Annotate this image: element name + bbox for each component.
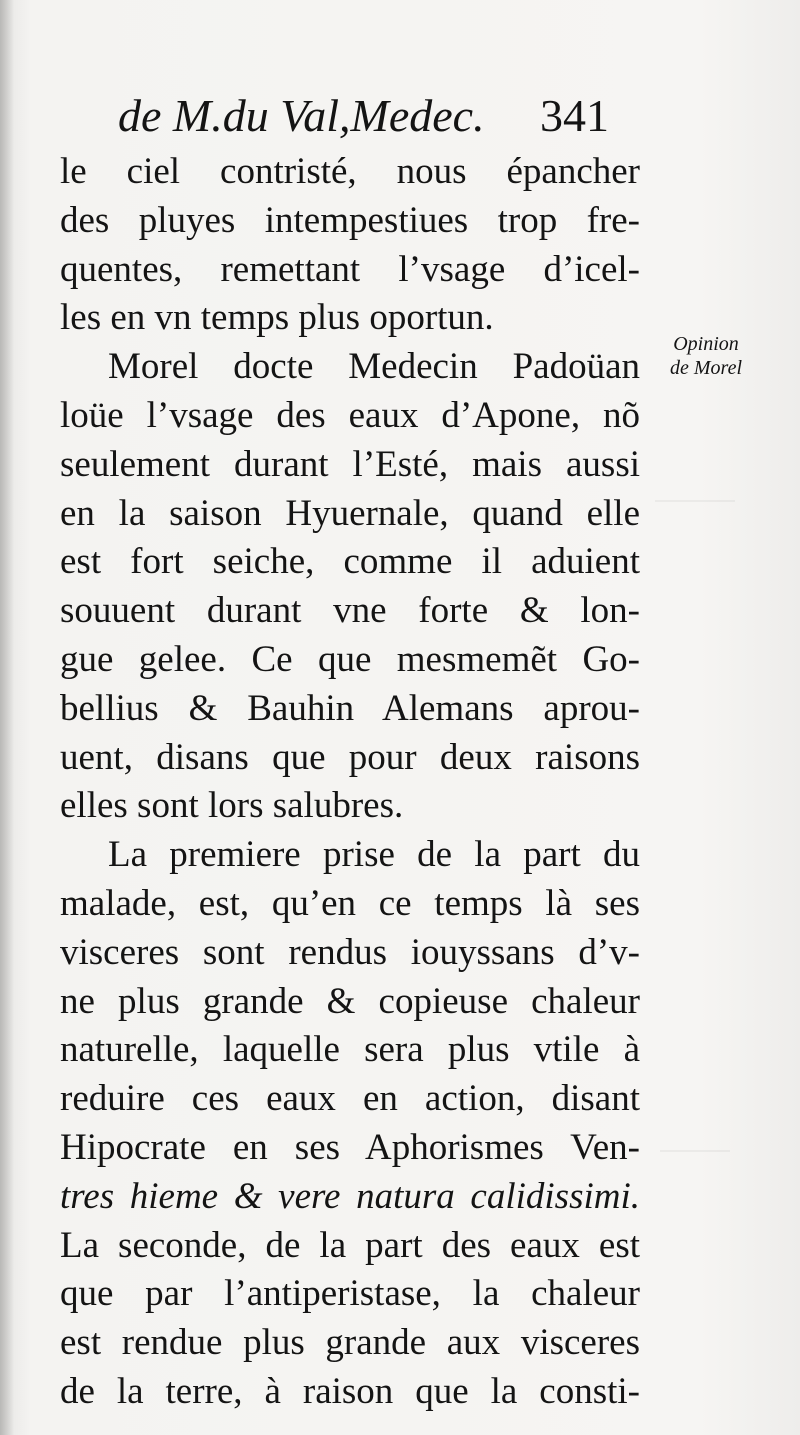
text-line: ne plus grande & copieuse chaleur [60,980,640,1022]
margin-note-line: de Morel [669,357,742,379]
text-line: en la saison Hyuernale, quand elle [60,492,640,534]
text-line: visceres sont rendus iouyssans d’v- [60,931,640,973]
text-line: que par l’antiperistase, la chaleur [60,1273,640,1315]
text-line: reduire ces eaux en action, disant [60,1078,640,1120]
show-through-smudge [660,1150,730,1232]
text-line-italic: tres hieme & vere natura calidissimi. [60,1175,640,1217]
text-line: est fort seiche, comme il aduient [60,541,640,583]
text-line: souuent durant vne forte & lon- [60,590,640,632]
text-line: bellius & Bauhin Alemans aprou- [60,687,640,729]
text-line: La seconde, de la part des eaux est [60,1224,640,1266]
text-line: uent, disans que pour deux raisons [60,736,640,778]
text-line: loüe l’vsage des eaux d’Apone, nõ [60,394,640,436]
body-text [60,148,640,1417]
text-line: seulement durant l’Esté, mais aussi [60,443,640,485]
text-line: La premiere prise de la part du [108,834,640,876]
text-line: quentes, remettant l’vsage d’icel- [60,248,640,290]
text-line: les en vn temps plus oportun. [60,297,494,339]
margin-note-line: Opinion [673,333,739,355]
show-through-smudge [655,500,735,592]
text-line: des pluyes intempestiues trop fre- [60,199,640,241]
text-line: le ciel contristé, nous épancher [60,151,640,192]
running-header [118,86,638,146]
page-number: 341 [540,90,609,141]
gutter-shadow [0,0,14,1435]
running-title: de M.du Val,Medec. [118,90,485,141]
text-line: de la terre, à raison que la consti- [60,1370,640,1412]
text-line: gue gelee. Ce que mesmemẽt Go- [60,638,640,680]
margin-note [646,332,766,380]
text-line: naturelle, laquelle sera plus vtile à [60,1029,640,1071]
text-line: est rendue plus grande aux visceres [60,1322,640,1364]
text-line: malade, est, qu’en ce temps là ses [60,882,640,924]
text-line: Morel docte Medecin Padoüan [108,346,640,388]
text-line: Hipocrate en ses Aphorismes Ven- [60,1126,640,1168]
text-line: elles sont lors salubres. [60,785,404,827]
